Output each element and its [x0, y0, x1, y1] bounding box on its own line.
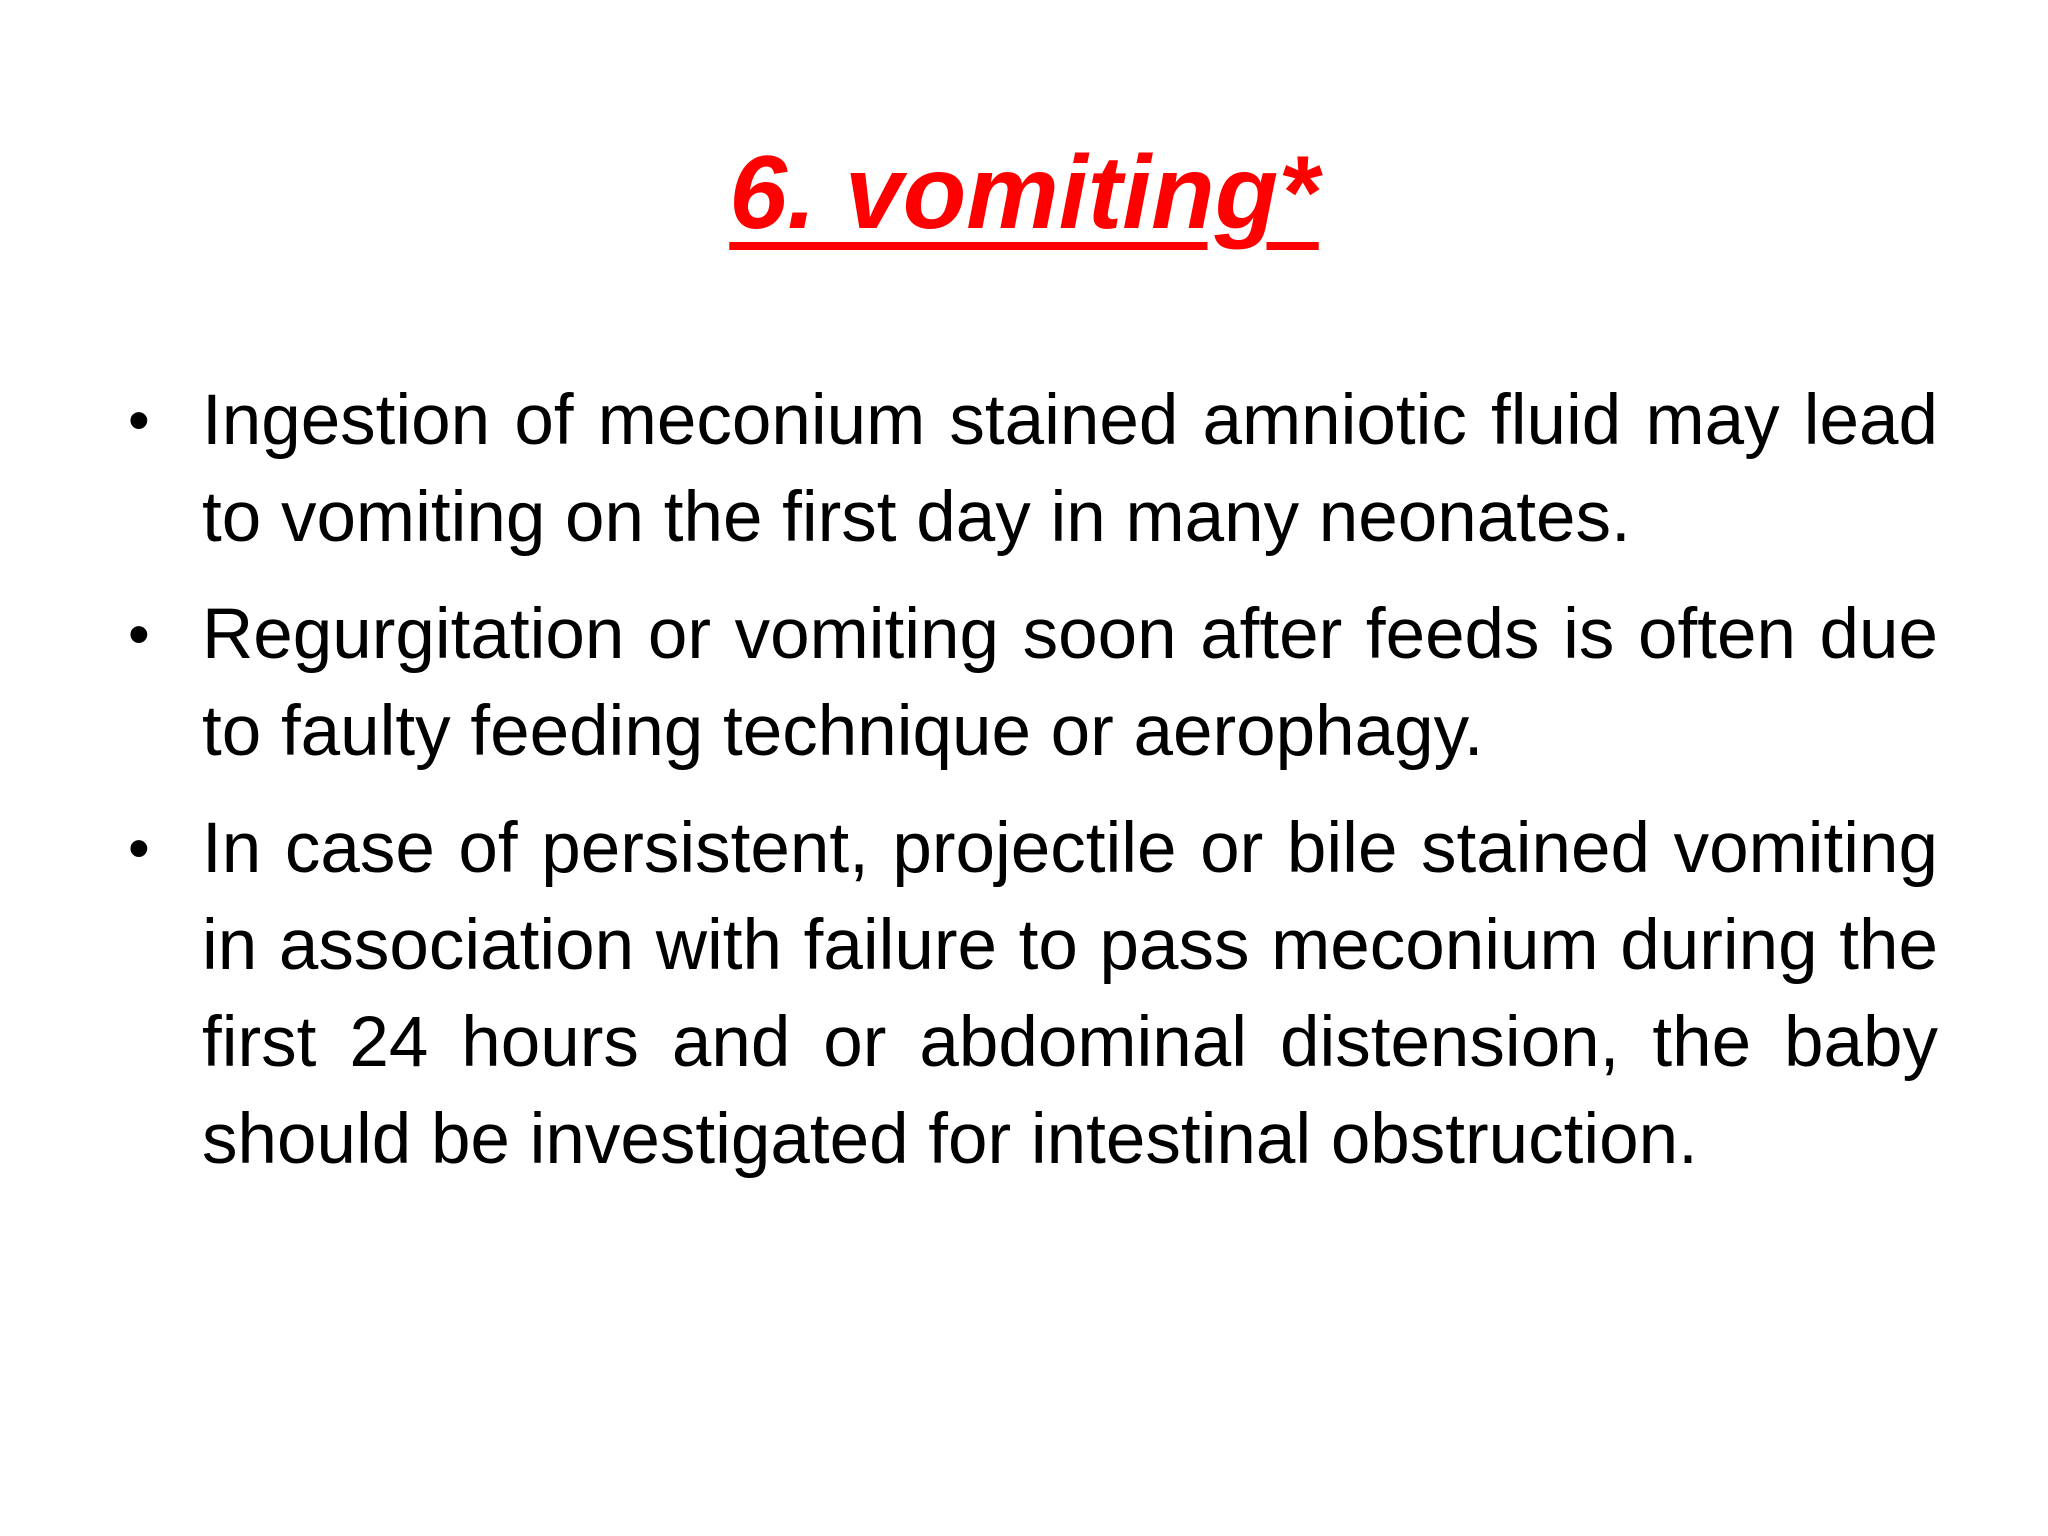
slide-title: 6. vomiting* — [729, 135, 1319, 251]
bullet-item — [120, 800, 1938, 1188]
bullet-list — [120, 372, 1938, 1208]
bullet-text: Ingestion of meconium stained amniotic fluid may lead to vomiting on the first day in many neonates. — [202, 381, 1938, 557]
bullet-text: Regurgitation or vomiting soon after feeds is often due to faulty feeding technique or aerophagy. — [202, 595, 1938, 771]
bullet-dot-icon: • — [128, 814, 150, 883]
bullet-dot-icon: • — [128, 386, 150, 455]
bullet-item — [120, 372, 1938, 566]
bullet-dot-icon: • — [128, 600, 150, 669]
bullet-text: In case of persistent, projectile or bile stained vomiting in association with failure to pass meconium during the first 24 hours and or abdominal distension, the baby should be investigated for intestinal obstruction. — [202, 809, 1938, 1179]
bullet-item — [120, 586, 1938, 780]
